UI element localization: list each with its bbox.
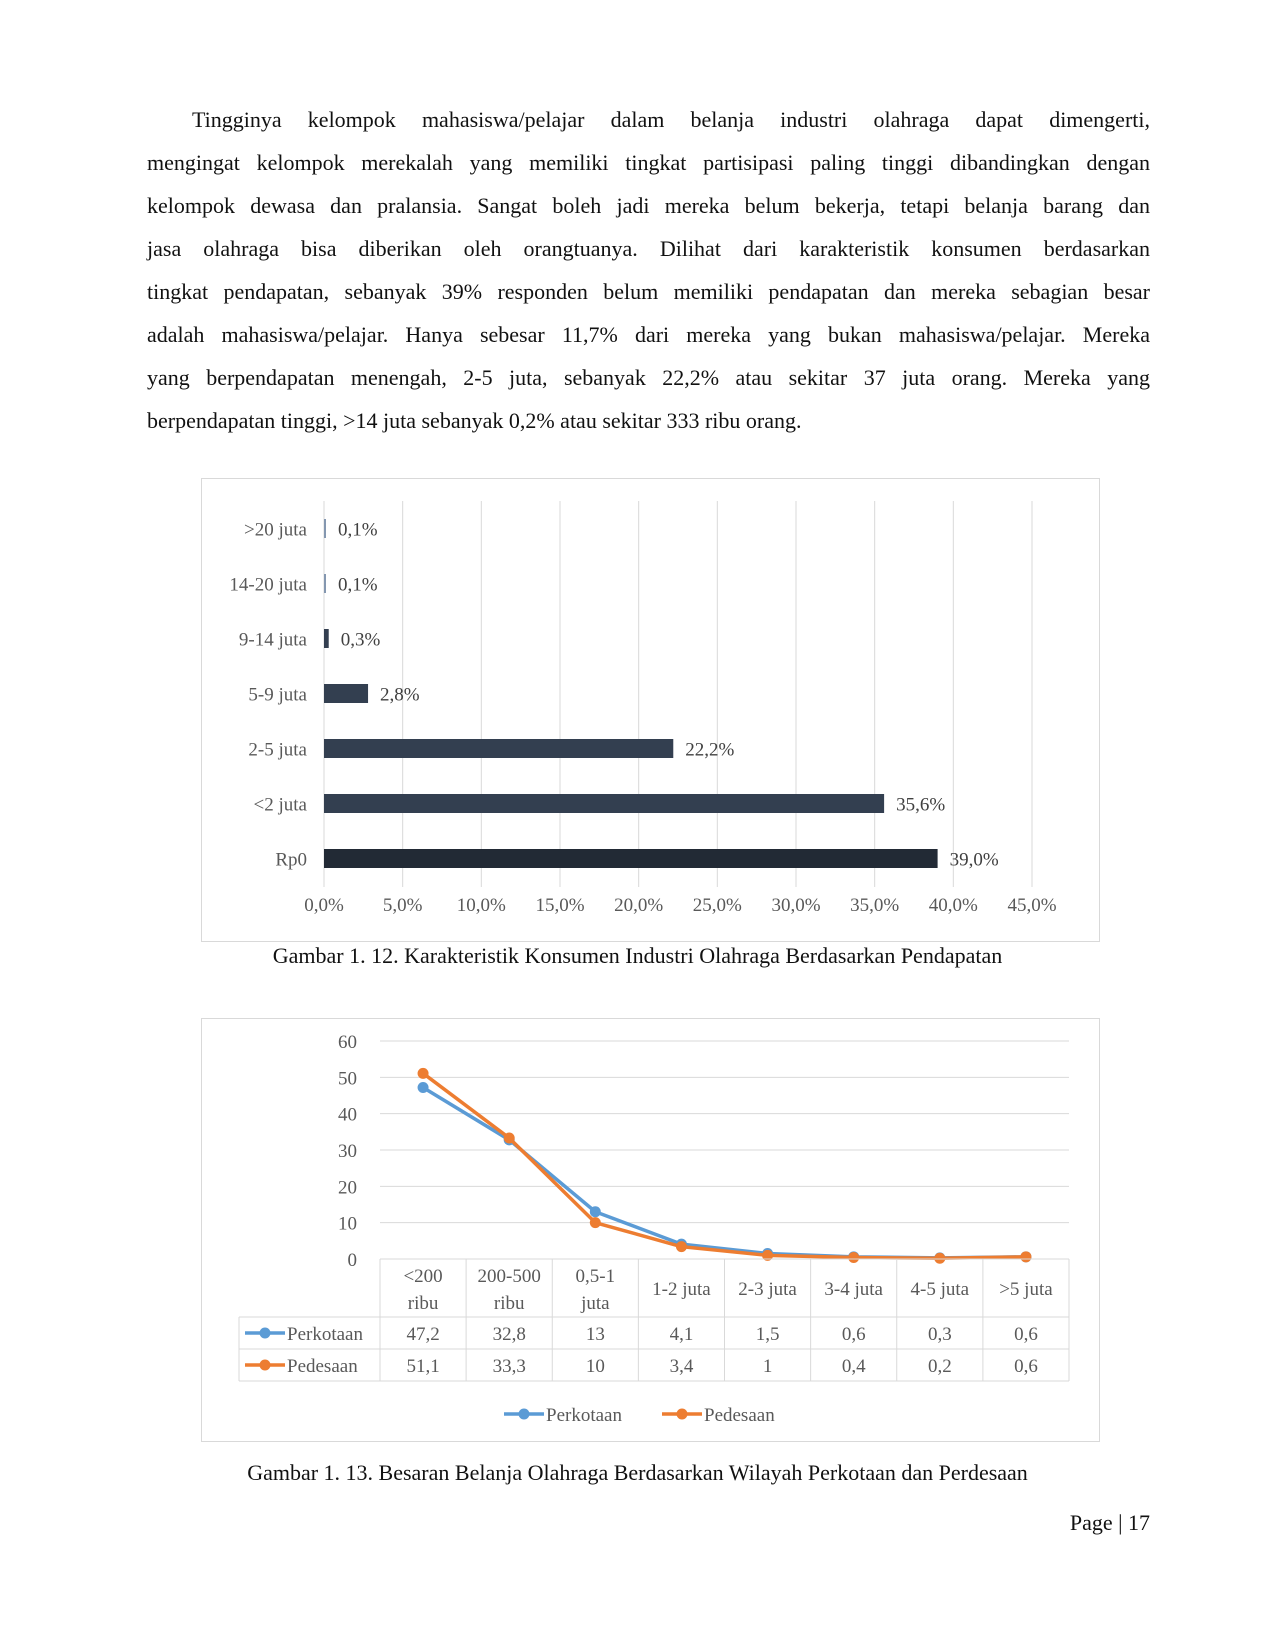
paragraph-line: adalah mahasiswa/pelajar. Hanya sebesar 11,7% dari mereka yang bukan mahasiswa/pelajar. Mereka bbox=[147, 322, 1150, 347]
series-point-pedesaan bbox=[934, 1253, 945, 1264]
y-tick-label: 0 bbox=[347, 1250, 357, 1271]
x-category-label: ribu bbox=[493, 1293, 525, 1314]
x-tick-label: 40,0% bbox=[928, 895, 978, 916]
spending-line-chart-svg bbox=[202, 1019, 1099, 1441]
bar bbox=[324, 574, 326, 593]
table-cell-value: 51,1 bbox=[406, 1356, 440, 1377]
body-paragraph bbox=[147, 98, 1150, 442]
table-cell-value: 0,6 bbox=[1014, 1356, 1038, 1377]
y-tick-label: 60 bbox=[338, 1032, 357, 1053]
series-point-perkotaan bbox=[418, 1082, 429, 1093]
figure-caption-1: Gambar 1. 12. Karakteristik Konsumen Industri Olahraga Berdasarkan Pendapatan bbox=[272, 943, 1003, 968]
table-cell-value: 4,1 bbox=[669, 1324, 694, 1345]
table-cell-value: 10 bbox=[585, 1356, 605, 1377]
y-category-label: 5-9 juta bbox=[248, 684, 307, 706]
y-tick-label: 20 bbox=[338, 1177, 357, 1199]
x-category-label: juta bbox=[581, 1293, 610, 1314]
x-category-label: 1-2 juta bbox=[652, 1279, 711, 1300]
paragraph-line: tingkat pendapatan, sebanyak 39% responden belum memiliki pendapatan dan mereka sebagian besar bbox=[147, 279, 1150, 304]
paragraph-line: berpendapatan tinggi, >14 juta sebanyak 0,2% atau sekitar 333 ribu orang. bbox=[147, 408, 802, 433]
legend-key-marker bbox=[677, 1409, 688, 1420]
paragraph-line: Tingginya kelompok mahasiswa/pelajar dalam belanja industri olahraga dapat dimengerti, bbox=[192, 107, 1150, 132]
table-legend-key-marker bbox=[260, 1328, 271, 1339]
income-bar-chart bbox=[201, 478, 1100, 942]
series-point-perkotaan bbox=[590, 1206, 601, 1217]
income-bar-chart-svg bbox=[202, 479, 1099, 941]
paragraph-line: yang berpendapatan menengah, 2-5 juta, sebanyak 22,2% atau sekitar 37 juta orang. Mereka yang bbox=[147, 365, 1150, 390]
table-series-label: Perkotaan bbox=[287, 1324, 363, 1345]
table-cell-value: 0,4 bbox=[841, 1356, 866, 1377]
bar bbox=[324, 739, 673, 758]
table-cell-value: 3,4 bbox=[669, 1356, 694, 1377]
table-cell-value: 0,2 bbox=[927, 1356, 952, 1377]
x-tick-label: 20,0% bbox=[614, 895, 664, 916]
x-tick-label: 25,0% bbox=[692, 895, 742, 916]
series-point-pedesaan bbox=[590, 1217, 601, 1228]
series-point-pedesaan bbox=[848, 1252, 859, 1263]
table-legend-key-marker bbox=[260, 1360, 271, 1371]
bar-data-label: 0,1% bbox=[338, 574, 378, 596]
legend-key-marker bbox=[519, 1409, 530, 1420]
bar bbox=[324, 519, 326, 538]
x-category-label: 200-500 bbox=[477, 1266, 541, 1287]
table-cell-value: 0,6 bbox=[841, 1324, 866, 1345]
y-tick-label: 50 bbox=[338, 1068, 357, 1090]
table-series-label: Pedesaan bbox=[287, 1356, 358, 1377]
y-category-label: >20 juta bbox=[244, 519, 307, 541]
series-line-perkotaan bbox=[423, 1088, 1026, 1258]
y-category-label: Rp0 bbox=[275, 849, 307, 871]
x-tick-label: 45,0% bbox=[1007, 895, 1057, 916]
x-tick-label: 5,0% bbox=[382, 895, 423, 916]
paragraph-line: jasa olahraga bisa diberikan oleh orangtuanya. Dilihat dari karakteristik konsumen berdasarkan bbox=[147, 236, 1150, 261]
x-tick-label: 35,0% bbox=[850, 895, 900, 916]
x-category-label: >5 juta bbox=[999, 1279, 1053, 1300]
series-point-pedesaan bbox=[1020, 1251, 1031, 1262]
y-category-label: 9-14 juta bbox=[238, 629, 307, 651]
table-cell-value: 0,3 bbox=[927, 1324, 952, 1345]
x-category-label: <200 bbox=[403, 1266, 443, 1287]
x-category-label: 4-5 juta bbox=[910, 1279, 970, 1300]
bar-data-label: 0,1% bbox=[338, 519, 378, 541]
page-number: Page | 17 bbox=[1069, 1510, 1150, 1535]
table-cell-value: 0,6 bbox=[1014, 1324, 1038, 1345]
table-cell-value: 1,5 bbox=[755, 1324, 780, 1345]
y-tick-label: 40 bbox=[338, 1104, 357, 1126]
bar-data-label: 35,6% bbox=[896, 794, 946, 816]
x-category-label: ribu bbox=[407, 1293, 439, 1314]
y-tick-label: 10 bbox=[338, 1213, 357, 1235]
series-point-pedesaan bbox=[676, 1241, 687, 1252]
x-tick-label: 10,0% bbox=[456, 895, 506, 916]
bar-data-label: 0,3% bbox=[340, 629, 381, 651]
table-cell-value: 1 bbox=[762, 1356, 773, 1377]
x-category-label: 2-3 juta bbox=[738, 1279, 797, 1300]
legend-label: Perkotaan bbox=[546, 1405, 622, 1426]
y-tick-label: 30 bbox=[338, 1141, 357, 1162]
bar bbox=[324, 629, 329, 648]
table-cell-value: 33,3 bbox=[492, 1356, 526, 1377]
paragraph-line: kelompok dewasa dan pralansia. Sangat boleh jadi mereka belum bekerja, tetapi belanja barang dan bbox=[147, 193, 1150, 218]
paragraph-line: mengingat kelompok merekalah yang memiliki tingkat partisipasi paling tinggi dibandingkan dengan bbox=[147, 150, 1150, 175]
series-point-pedesaan bbox=[418, 1068, 429, 1079]
x-category-label: 0,5-1 bbox=[575, 1266, 616, 1287]
series-line-pedesaan bbox=[423, 1073, 1026, 1258]
bar bbox=[324, 849, 938, 868]
x-tick-label: 15,0% bbox=[535, 895, 585, 916]
bar-data-label: 22,2% bbox=[685, 739, 735, 761]
table-cell-value: 47,2 bbox=[406, 1324, 440, 1345]
bar-data-label: 2,8% bbox=[380, 684, 420, 706]
bar bbox=[324, 794, 884, 813]
y-category-label: <2 juta bbox=[253, 794, 307, 816]
bar-data-label: 39,0% bbox=[949, 849, 999, 871]
table-cell-value: 32,8 bbox=[492, 1324, 526, 1345]
y-category-label: 2-5 juta bbox=[248, 739, 307, 761]
x-tick-label: 0,0% bbox=[304, 895, 344, 916]
spending-line-chart bbox=[201, 1018, 1100, 1442]
table-cell-value: 13 bbox=[585, 1324, 605, 1345]
y-category-label: 14-20 juta bbox=[229, 574, 307, 596]
bar bbox=[324, 684, 368, 703]
x-tick-label: 30,0% bbox=[771, 895, 821, 916]
x-category-label: 3-4 juta bbox=[824, 1279, 883, 1300]
legend-label: Pedesaan bbox=[704, 1405, 775, 1426]
series-point-pedesaan bbox=[504, 1133, 515, 1144]
figure-caption-2: Gambar 1. 13. Besaran Belanja Olahraga Berdasarkan Wilayah Perkotaan dan Perdesaan bbox=[247, 1460, 1028, 1485]
